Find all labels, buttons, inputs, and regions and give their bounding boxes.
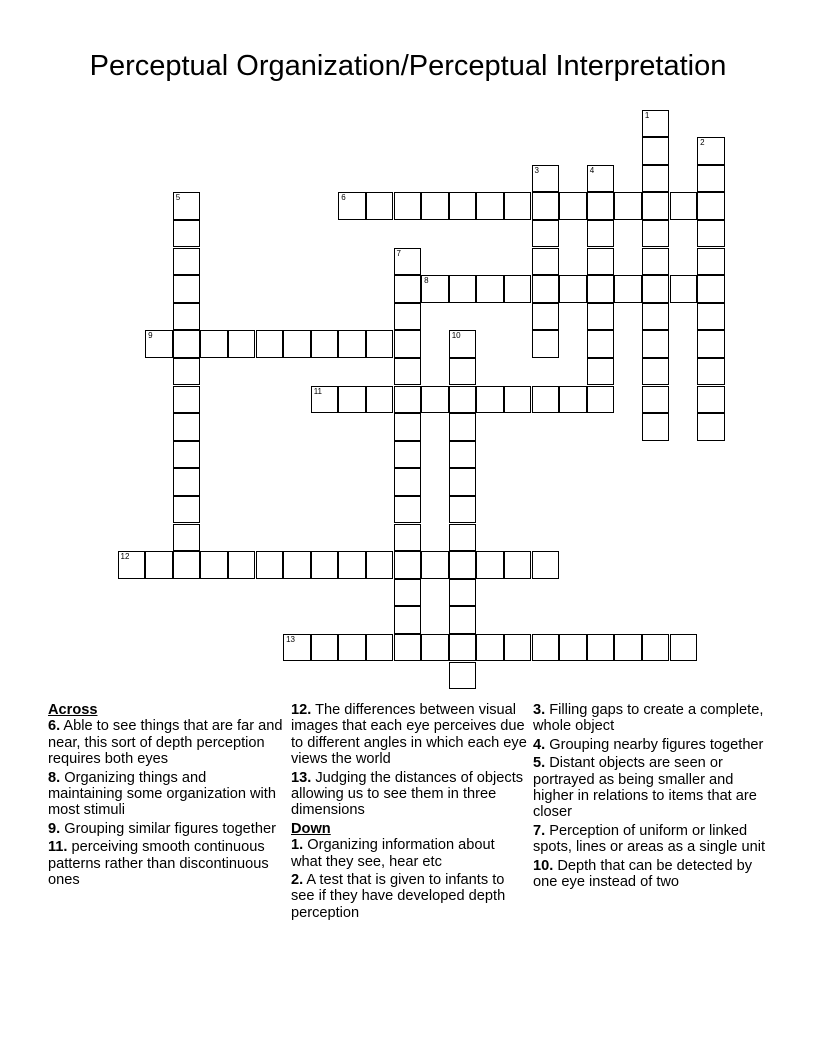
grid-cell[interactable] bbox=[449, 275, 477, 303]
grid-cell[interactable] bbox=[642, 220, 670, 248]
clue-number: 1 bbox=[644, 110, 650, 120]
grid-cell[interactable] bbox=[394, 413, 422, 441]
clue-number: 12 bbox=[120, 552, 130, 562]
grid-cell[interactable] bbox=[338, 192, 366, 220]
grid-cell[interactable] bbox=[697, 330, 725, 358]
grid-cell[interactable] bbox=[642, 386, 670, 414]
grid-cell[interactable] bbox=[476, 386, 504, 414]
grid-cell[interactable] bbox=[200, 330, 228, 358]
grid-cell[interactable] bbox=[504, 551, 532, 579]
grid-cell[interactable] bbox=[504, 634, 532, 662]
grid-cell[interactable] bbox=[697, 358, 725, 386]
clue-number: 4 bbox=[589, 165, 595, 175]
clue-down-2: 2. A test that is given to infants to see if they have developed depth perception bbox=[291, 872, 506, 921]
clue-down-1: 1. Organizing information about what they see, hear etc bbox=[291, 837, 495, 870]
clue-number: 5 bbox=[175, 193, 181, 203]
grid-cell[interactable] bbox=[394, 524, 422, 552]
grid-cell[interactable] bbox=[587, 220, 615, 248]
page-title: Perceptual Organization/Perceptual Interpretation bbox=[89, 50, 727, 82]
grid-cell[interactable] bbox=[559, 275, 587, 303]
grid-cell[interactable] bbox=[421, 634, 449, 662]
grid-cell[interactable] bbox=[145, 330, 173, 358]
grid-cell[interactable] bbox=[449, 551, 477, 579]
grid-cell[interactable] bbox=[614, 192, 642, 220]
across-heading: Across bbox=[48, 702, 98, 718]
grid-cell[interactable] bbox=[449, 386, 477, 414]
clue-across-11: 11. perceiving smooth continuous patterns rather than discontinuous ones bbox=[48, 839, 269, 889]
grid-cell[interactable] bbox=[476, 551, 504, 579]
grid-cell[interactable] bbox=[173, 330, 201, 358]
grid-cell[interactable] bbox=[228, 551, 256, 579]
grid-cell[interactable] bbox=[449, 579, 477, 607]
clue-down-4: 4. Grouping nearby figures together bbox=[533, 736, 764, 753]
grid-cell[interactable] bbox=[118, 551, 146, 579]
grid-cell[interactable] bbox=[642, 137, 670, 165]
grid-cell[interactable] bbox=[532, 275, 560, 303]
grid-cell[interactable] bbox=[697, 386, 725, 414]
grid-cell[interactable] bbox=[642, 358, 670, 386]
clue-across-8: 8. Organizing things and maintaining some organization with most stimuli bbox=[48, 769, 276, 819]
grid-cell[interactable] bbox=[394, 551, 422, 579]
grid-cell[interactable] bbox=[449, 524, 477, 552]
clue-down-7: 7. Perception of uniform or linked spots, lines or areas as a single unit bbox=[533, 822, 766, 856]
grid-cell[interactable] bbox=[366, 634, 394, 662]
clue-number: 10 bbox=[451, 331, 461, 341]
grid-cell[interactable] bbox=[421, 192, 449, 220]
grid-cell[interactable] bbox=[476, 634, 504, 662]
grid-cell[interactable] bbox=[394, 579, 422, 607]
grid-cell[interactable] bbox=[449, 413, 477, 441]
grid-cell[interactable] bbox=[173, 303, 201, 331]
grid-cell[interactable] bbox=[642, 192, 670, 220]
grid-cell[interactable] bbox=[642, 275, 670, 303]
grid-cell[interactable] bbox=[173, 192, 201, 220]
clues-column-1 bbox=[48, 702, 284, 890]
grid-cell[interactable] bbox=[311, 330, 339, 358]
grid-cell[interactable] bbox=[532, 248, 560, 276]
grid-cell[interactable] bbox=[642, 634, 670, 662]
grid-cell[interactable] bbox=[200, 551, 228, 579]
clue-across-9: 9. Grouping similar figures together bbox=[48, 820, 276, 837]
grid-cell[interactable] bbox=[449, 441, 477, 469]
clues-column-2 bbox=[291, 702, 527, 923]
grid-cell[interactable] bbox=[697, 275, 725, 303]
grid-cell[interactable] bbox=[642, 165, 670, 193]
grid-cell[interactable] bbox=[449, 634, 477, 662]
clue-number: 3 bbox=[534, 165, 539, 175]
grid-cell[interactable] bbox=[421, 386, 449, 414]
grid-cell[interactable] bbox=[532, 330, 560, 358]
grid-cell[interactable] bbox=[173, 496, 201, 524]
grid-cell[interactable] bbox=[173, 413, 201, 441]
clue-down-5: 5. Distant objects are seen or portrayed as being smaller and higher in relations to items that are closer bbox=[533, 755, 757, 821]
grid-cell[interactable] bbox=[697, 192, 725, 220]
grid-cell[interactable] bbox=[697, 165, 725, 193]
grid-cell[interactable] bbox=[670, 634, 698, 662]
grid-cell[interactable] bbox=[311, 551, 339, 579]
clue-number: 11 bbox=[313, 386, 322, 396]
grid-cell[interactable] bbox=[366, 192, 394, 220]
grid-cell[interactable] bbox=[228, 330, 256, 358]
grid-cell[interactable] bbox=[394, 496, 422, 524]
grid-cell[interactable] bbox=[559, 386, 587, 414]
grid-cell[interactable] bbox=[449, 358, 477, 386]
grid-cell[interactable] bbox=[173, 386, 201, 414]
grid-cell[interactable] bbox=[449, 468, 477, 496]
grid-cell[interactable] bbox=[697, 303, 725, 331]
grid-cell[interactable] bbox=[587, 330, 615, 358]
grid-cell[interactable] bbox=[504, 275, 532, 303]
grid-cell[interactable] bbox=[366, 330, 394, 358]
grid-cell[interactable] bbox=[449, 606, 477, 634]
grid-cell[interactable] bbox=[256, 551, 284, 579]
clue-number: 7 bbox=[396, 248, 401, 258]
clue-number: 8 bbox=[424, 276, 429, 286]
grid-cell[interactable] bbox=[697, 413, 725, 441]
grid-cell[interactable] bbox=[559, 634, 587, 662]
grid-cell[interactable] bbox=[642, 330, 670, 358]
grid-cell[interactable] bbox=[532, 192, 560, 220]
grid-cell[interactable] bbox=[642, 413, 670, 441]
grid-cell[interactable] bbox=[394, 441, 422, 469]
grid-cell[interactable] bbox=[449, 330, 477, 358]
grid-cell[interactable] bbox=[559, 192, 587, 220]
clue-down-10: 10. Depth that can be detected by one eye instead of two bbox=[533, 857, 753, 891]
grid-cell[interactable] bbox=[587, 358, 615, 386]
grid-cell[interactable] bbox=[449, 662, 477, 690]
grid-cell[interactable] bbox=[394, 330, 422, 358]
grid-cell[interactable] bbox=[697, 137, 725, 165]
grid-cell[interactable] bbox=[283, 330, 311, 358]
grid-cell[interactable] bbox=[642, 303, 670, 331]
grid-cell[interactable] bbox=[394, 192, 422, 220]
grid-cell[interactable] bbox=[173, 551, 201, 579]
grid-cell[interactable] bbox=[311, 386, 339, 414]
grid-cell[interactable] bbox=[532, 220, 560, 248]
grid-cell[interactable] bbox=[532, 634, 560, 662]
grid-cell[interactable] bbox=[614, 634, 642, 662]
clue-across-12: 12. The differences between visual images that each eye perceives due to different angles in which each eye views the world bbox=[291, 702, 527, 768]
grid-cell[interactable] bbox=[338, 634, 366, 662]
grid-cell[interactable] bbox=[173, 275, 201, 303]
grid-cell[interactable] bbox=[394, 606, 422, 634]
grid-cell[interactable] bbox=[476, 192, 504, 220]
grid-cell[interactable] bbox=[697, 248, 725, 276]
grid-cell[interactable] bbox=[587, 248, 615, 276]
grid-cell[interactable] bbox=[173, 358, 201, 386]
clue-down-3: 3. Filling gaps to create a complete, whole object bbox=[533, 702, 764, 735]
down-heading: Down bbox=[291, 820, 331, 837]
grid-cell[interactable] bbox=[670, 275, 698, 303]
grid-cell[interactable] bbox=[504, 192, 532, 220]
grid-cell[interactable] bbox=[532, 303, 560, 331]
grid-cell[interactable] bbox=[587, 165, 615, 193]
clue-number: 9 bbox=[148, 331, 153, 341]
grid-cell[interactable] bbox=[642, 248, 670, 276]
clue-number: 2 bbox=[700, 138, 705, 148]
grid-cell[interactable] bbox=[394, 386, 422, 414]
grid-cell[interactable] bbox=[421, 275, 449, 303]
grid-cell[interactable] bbox=[587, 192, 615, 220]
grid-cell[interactable] bbox=[173, 524, 201, 552]
grid-cell[interactable] bbox=[173, 220, 201, 248]
grid-cell[interactable] bbox=[587, 386, 615, 414]
grid-cell[interactable] bbox=[642, 110, 670, 138]
grid-cell[interactable] bbox=[394, 468, 422, 496]
grid-cell[interactable] bbox=[670, 192, 698, 220]
grid-cell[interactable] bbox=[366, 386, 394, 414]
grid-cell[interactable] bbox=[173, 468, 201, 496]
grid-cell[interactable] bbox=[283, 551, 311, 579]
clue-number: 13 bbox=[286, 634, 295, 644]
grid-cell[interactable] bbox=[366, 551, 394, 579]
grid-cell[interactable] bbox=[394, 248, 422, 276]
grid-cell[interactable] bbox=[256, 330, 284, 358]
grid-cell[interactable] bbox=[394, 275, 422, 303]
grid-cell[interactable] bbox=[587, 303, 615, 331]
grid-cell[interactable] bbox=[338, 551, 366, 579]
grid-cell[interactable] bbox=[476, 275, 504, 303]
grid-cell[interactable] bbox=[449, 496, 477, 524]
grid-cell[interactable] bbox=[283, 634, 311, 662]
grid-cell[interactable] bbox=[697, 220, 725, 248]
clue-number: 6 bbox=[341, 193, 346, 203]
grid-cell[interactable] bbox=[532, 551, 560, 579]
grid-cell[interactable] bbox=[449, 192, 477, 220]
clues-column-3 bbox=[533, 702, 769, 892]
grid-cell[interactable] bbox=[587, 275, 615, 303]
grid-cell[interactable] bbox=[532, 165, 560, 193]
grid-cell[interactable] bbox=[532, 386, 560, 414]
clue-across-6: 6. Able to see things that are far and near, this sort of depth perception requires both eyes bbox=[48, 718, 283, 768]
grid-cell[interactable] bbox=[394, 358, 422, 386]
grid-cell[interactable] bbox=[587, 634, 615, 662]
grid-cell[interactable] bbox=[614, 275, 642, 303]
grid-cell[interactable] bbox=[421, 551, 449, 579]
grid-cell[interactable] bbox=[338, 330, 366, 358]
grid-cell[interactable] bbox=[311, 634, 339, 662]
grid-cell[interactable] bbox=[504, 386, 532, 414]
grid-cell[interactable] bbox=[173, 441, 201, 469]
clue-across-13: 13. Judging the distances of objects allowing us to see them in three dimensions bbox=[291, 769, 524, 819]
grid-cell[interactable] bbox=[338, 386, 366, 414]
grid-cell[interactable] bbox=[145, 551, 173, 579]
grid-cell[interactable] bbox=[173, 248, 201, 276]
grid-cell[interactable] bbox=[394, 303, 422, 331]
grid-cell[interactable] bbox=[394, 634, 422, 662]
